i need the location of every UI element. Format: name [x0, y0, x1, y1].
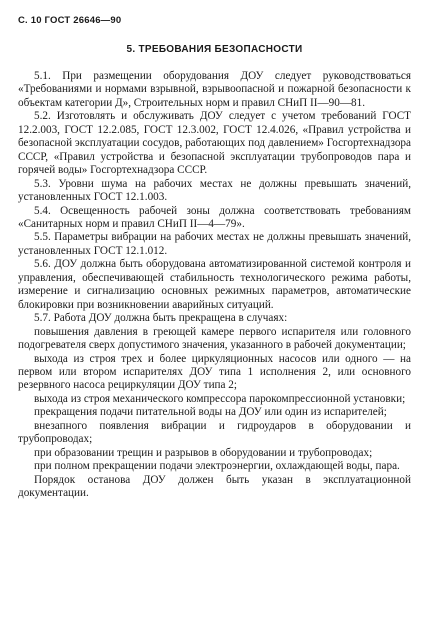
paragraph-5-6: 5.6. ДОУ должна быть оборудована автоматизированной системой контроля и управления, обеспечивающей стабильность технологического режима работы, измерение и сигнализацию основных режимных параметров, автоматические блокировки при возникновении аварийных ситуаций.	[18, 258, 411, 311]
list-item-pumps: выхода из строя трех и более циркуляционных насосов или одного — на первом или втором испарителях ДОУ типа 1 исполнения 2, или основного резервного насоса рециркуляции ДОУ типа 2;	[18, 352, 411, 392]
list-item-feedwater: прекращения подачи питательной воды на ДОУ или один из испарителей;	[34, 406, 387, 419]
page-header: С. 10 ГОСТ 26646—90	[18, 15, 122, 26]
section-body	[18, 70, 411, 501]
paragraph-5-3: 5.3. Уровни шума на рабочих местах не должны превышать значений, установленных ГОСТ 12.1.003.	[18, 177, 411, 204]
paragraph-shutdown-procedure: Порядок останова ДОУ должен быть указан в эксплуатационной документации.	[18, 473, 411, 500]
list-item-cracks: при образовании трещин и разрывов в оборудовании и трубопроводах;	[34, 446, 373, 459]
paragraph-5-7: 5.7. Работа ДОУ должна быть прекращена в случаях:	[34, 312, 288, 325]
section-title: 5. ТРЕБОВАНИЯ БЕЗОПАСНОСТИ	[126, 44, 303, 55]
list-item-pressure: повышения давления в греющей камере первого испарителя или головного подогревателя сверх допустимого значения, указанного в рабочей документации;	[18, 325, 411, 352]
paragraph-5-1: 5.1. При размещении оборудования ДОУ следует руководствоваться «Требованиями и нормами взрывной, взрывоопасной и пожарной безопасности к объектам категории Д», Строительных норм и правил СНиП II—90—81.	[18, 70, 411, 109]
paragraph-5-2: 5.2. Изготовлять и обслуживать ДОУ следует с учетом требований ГОСТ 12.2.003, ГОСТ 12.2.085, ГОСТ 12.3.002, ГОСТ 12.4.026, «Правил устройства и безопасной эксплуатации сосудов, работающих под давлением» Госгортехнадзора СССР, «Правил устройства и безопасной эксплуатации трубопроводов пара и горячей воды» Госгортехнадзора СССР.	[18, 110, 411, 177]
paragraph-5-5: 5.5. Параметры вибрации на рабочих местах не должны превышать значений, установленных ГОСТ 12.1.012.	[18, 231, 411, 257]
list-item-vibration: внезапного появления вибрации и гидроударов в оборудовании и трубопроводах;	[18, 419, 411, 446]
list-item-power-loss: при полном прекращении подачи электроэнергии, охлаждающей воды, пара.	[34, 460, 400, 473]
list-item-compressor: выхода из строя механического компрессора парокомпрессионной установки;	[34, 392, 406, 405]
paragraph-5-4: 5.4. Освещенность рабочей зоны должна соответствовать требованиям «Санитарных норм и правил СНиП II—4—79».	[18, 204, 411, 230]
